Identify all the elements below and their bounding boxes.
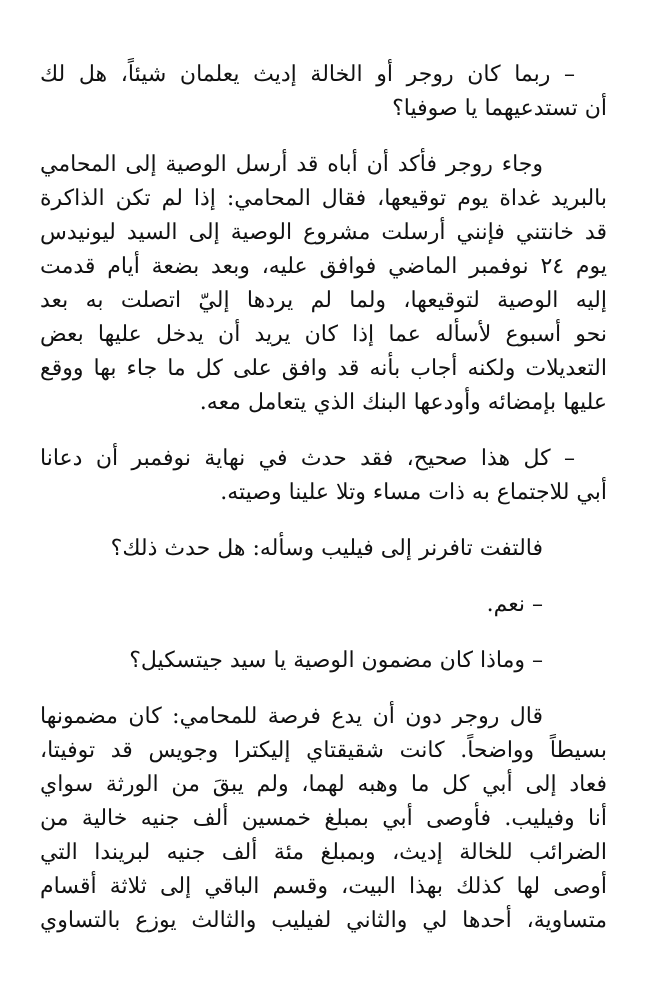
text-line: – نعم.	[486, 592, 543, 617]
text-line: أبي للاجتماع به ذات مساء وتلا علينا وصيته.	[220, 480, 607, 505]
text-line: فعاد إلى أبي كل ما وهبه لهما، ولم يبقَ من الورثة سواي	[40, 772, 607, 797]
text-line: أن تستدعيهما يا صوفيا؟	[392, 96, 607, 121]
text-line: فالتفت تافرنر إلى فيليب وسأله: هل حدث ذلك؟	[110, 536, 543, 561]
dialog-paragraph-1	[40, 58, 607, 126]
text-line: – ربما كان روجر أو الخالة إديث يعلمان شيئاً، هل لك	[40, 62, 575, 87]
text-line: قال روجر دون أن يدع فرصة للمحامي: كان مضمونها	[40, 704, 543, 729]
text-line: بسيطاً وواضحاً. كانت شقيقتاي إليكترا وجويس قد توفيتا،	[40, 738, 607, 763]
text-line: أنا وفيليب. فأوصى أبي بمبلغ خمسين ألف جنيه خالية من	[40, 806, 607, 831]
dialog-paragraph-4	[40, 644, 607, 678]
dialog-paragraph-3	[40, 588, 607, 622]
text-line: بالبريد غداة يوم توقيعها، فقال المحامي: إذا لم تكن الذاكرة	[40, 186, 607, 211]
text-line: عليها بإمضائه وأودعها البنك الذي يتعامل معه.	[199, 390, 607, 415]
text-line: إليه الوصية لتوقيعها، ولما لم يردها إليّ اتصلت به بعد	[40, 288, 607, 313]
narrative-paragraph-1	[40, 148, 607, 420]
text-line: الضرائب للخالة إديث، وبمبلغ مئة ألف جنيه لبريندا التي	[40, 840, 607, 865]
text-line: – كل هذا صحيح، فقد حدث في نهاية نوفمبر أن دعانا	[40, 446, 575, 471]
dialog-paragraph-2	[40, 442, 607, 510]
text-line: نحو أسبوع لأسأله عما إذا كان يريد أن يدخل عليها بعض	[40, 322, 607, 347]
text-line: قد خانتني فإنني أرسلت مشروع الوصية إلى السيد ليونيدس	[40, 220, 607, 245]
text-line: – وماذا كان مضمون الوصية يا سيد جيتسكيل؟	[129, 648, 543, 673]
text-line: يوم ٢٤ نوفمبر الماضي فوافق عليه، وبعد بضعة أيام قدمت	[40, 254, 607, 279]
text-line: التعديلات ولكنه أجاب بأنه قد وافق على كل ما جاء بها ووقع	[40, 356, 607, 381]
text-line: متساوية، أحدها لي والثاني لفيليب والثالث يوزع بالتساوي	[40, 908, 607, 933]
narrative-paragraph-2	[40, 532, 607, 566]
text-line: وجاء روجر فأكد أن أباه قد أرسل الوصية إلى المحامي	[40, 152, 543, 177]
narrative-paragraph-3	[40, 700, 607, 938]
text-line: أوصى لها كذلك بهذا البيت، وقسم الباقي إلى ثلاثة أقسام	[40, 874, 607, 899]
